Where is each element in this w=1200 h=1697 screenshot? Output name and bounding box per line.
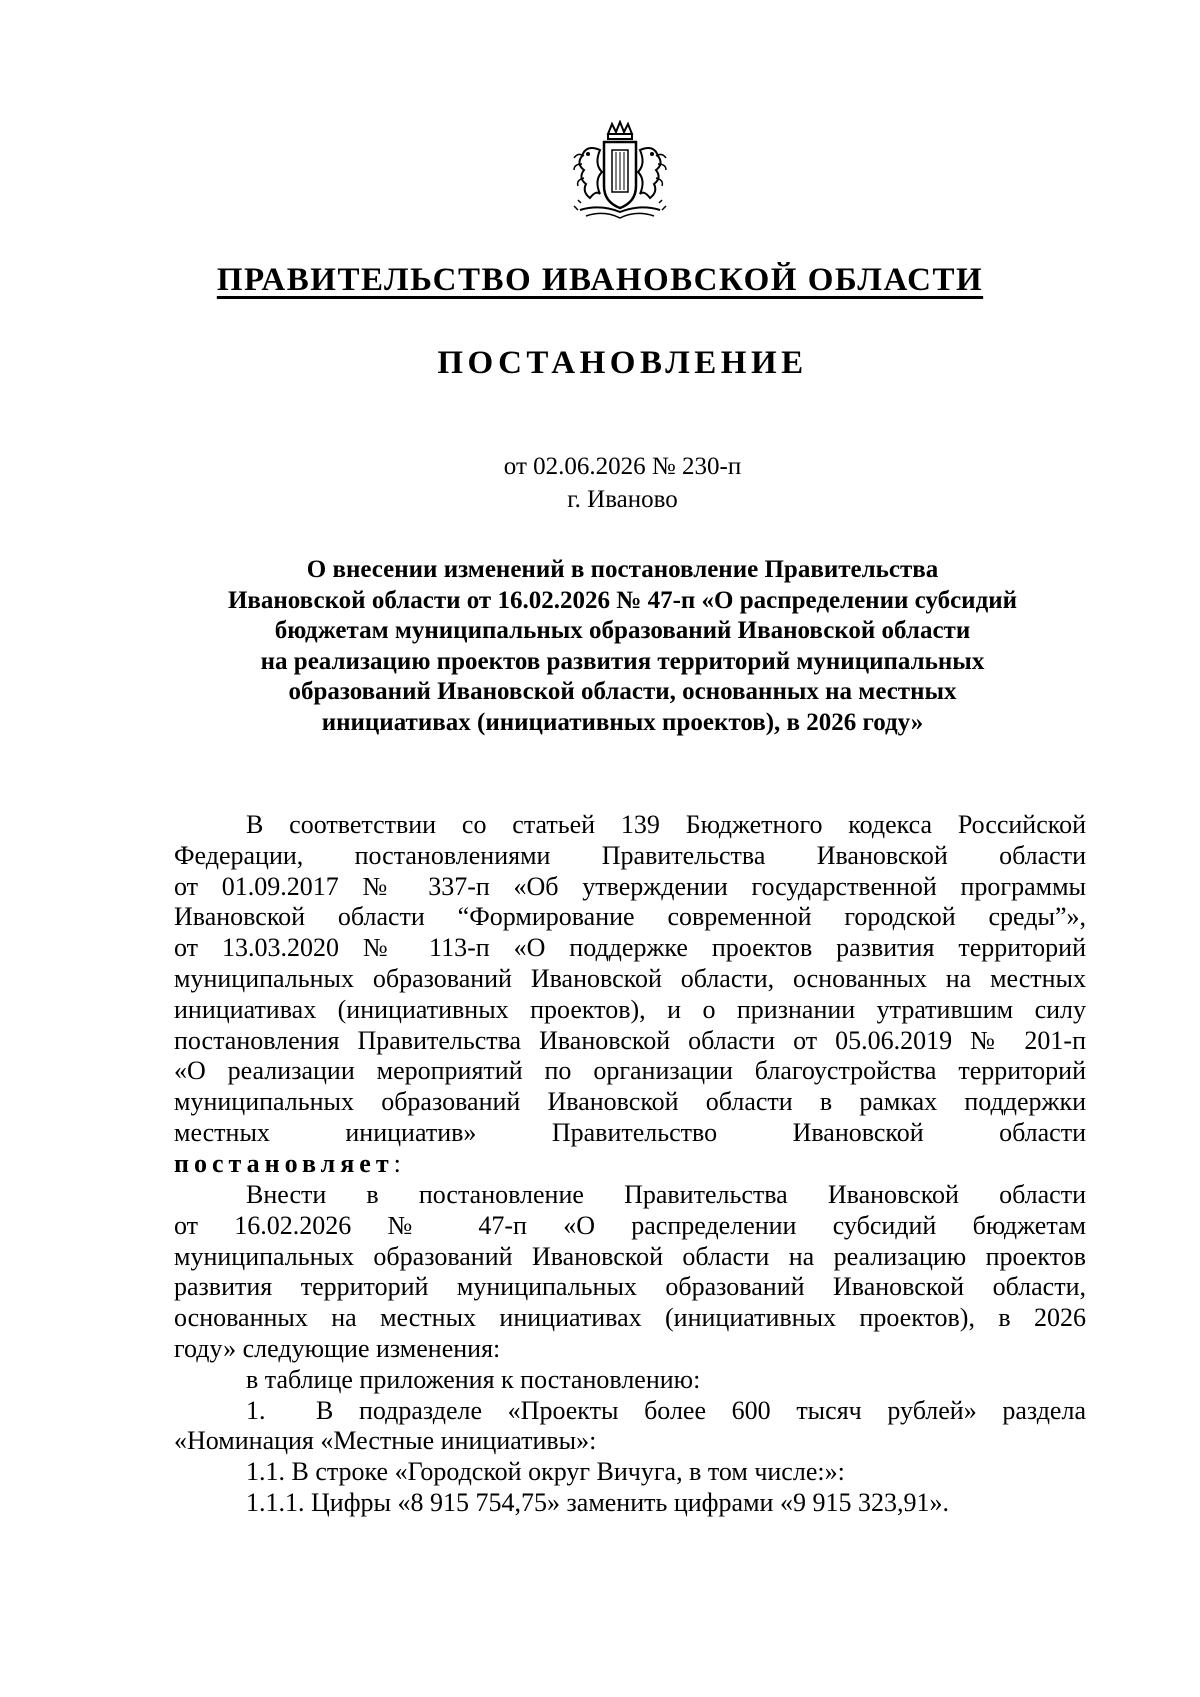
item-1 (174, 1396, 1086, 1427)
subject-line: образований Ивановской области, основанных на местных (288, 678, 957, 705)
preamble-line: Федерации, постановлениями Правительства Ивановской области (174, 840, 1086, 870)
amendment-line: году» следующие изменения: (174, 1333, 501, 1363)
decree-colon: : (393, 1148, 401, 1178)
document-city: г. Иваново (567, 486, 678, 513)
preamble-line: муниципальных образований Ивановской области в рамках поддержки (174, 1087, 1086, 1117)
preamble-line: муниципальных образований Ивановской области, основанных на местных (174, 963, 1086, 993)
item-1-1-1: 1.1.1. Цифры «8 915 754,75» заменить цифрами «9 915 323,91». (246, 1487, 949, 1517)
subject-line: на реализацию проектов развития территорий муниципальных (260, 647, 985, 675)
amendment-paragraph (174, 1180, 1086, 1519)
subject-line: Ивановской области от 16.02.2026 № 47-п «О распределении субсидий (227, 586, 1018, 614)
preamble-line: Ивановской области “Формирование современной городской среды”», (174, 902, 1086, 932)
preamble-line: местных инициатив» Правительство Ивановской области (174, 1117, 1086, 1147)
subject-line: бюджетам муниципальных образований Ивановской области (274, 617, 971, 644)
amendment-line: муниципальных образований Ивановской области на реализацию проектов (174, 1241, 1086, 1271)
preamble-line: от 01.09.2017 № 337-п «Об утверждении государственной программы (174, 871, 1086, 901)
item-1-continuation: «Номинация «Местные инициативы»: (174, 1426, 597, 1456)
amendment-line: основанных на местных инициативах (инициативных проектов), в 2026 (174, 1303, 1086, 1333)
preamble-line: от 13.03.2020 № 113-п «О поддержке проектов развития территорий (174, 933, 1086, 963)
coat-of-arms-emblem (560, 120, 680, 230)
item-1-number: 1. (246, 1395, 266, 1425)
amendment-line: развития территорий муниципальных образований Ивановской области, (174, 1272, 1086, 1302)
subject-line: О внесении изменений в постановление Правительства (306, 556, 939, 583)
subject-line: инициативах (инициативных проектов), в 2026 году» (321, 708, 924, 736)
document-type: ПОСТАНОВЛЕНИЕ (437, 345, 808, 381)
preamble-paragraph (174, 810, 1086, 1180)
preamble-line: постановления Правительства Ивановской области от 05.06.2019 № 201-п (174, 1025, 1086, 1055)
document-date-number: от 02.06.2026 № 230-п (503, 453, 742, 480)
decree-line (174, 1149, 1086, 1180)
document-subject (0, 555, 1200, 738)
decree-word: постановляет (174, 1148, 394, 1178)
item-1-text: В подразделе «Проекты более 600 тысяч рублей» раздела (316, 1395, 1086, 1425)
preamble-line: «О реализации мероприятий по организации благоустройства территорий (174, 1056, 1086, 1086)
item-1-1: 1.1. В строке «Городской округ Вичуга, в том числе:»: (246, 1457, 845, 1487)
preamble-line: инициативах (инициативных проектов), и о признании утратившим силу (174, 994, 1086, 1024)
table-line: в таблице приложения к постановлению: (246, 1364, 701, 1394)
government-title (0, 262, 1200, 299)
amendment-line: Внести в постановление Правительства Ивановской области (246, 1180, 1086, 1209)
government-title-text: ПРАВИТЕЛЬСТВО ИВАНОВСКОЙ ОБЛАСТИ (216, 262, 984, 298)
amendment-line: от 16.02.2026 № 47-п «О распределении субсидий бюджетам (174, 1210, 1086, 1240)
preamble-line: В соответствии со статьей 139 Бюджетного кодекса Российской (246, 810, 1086, 839)
